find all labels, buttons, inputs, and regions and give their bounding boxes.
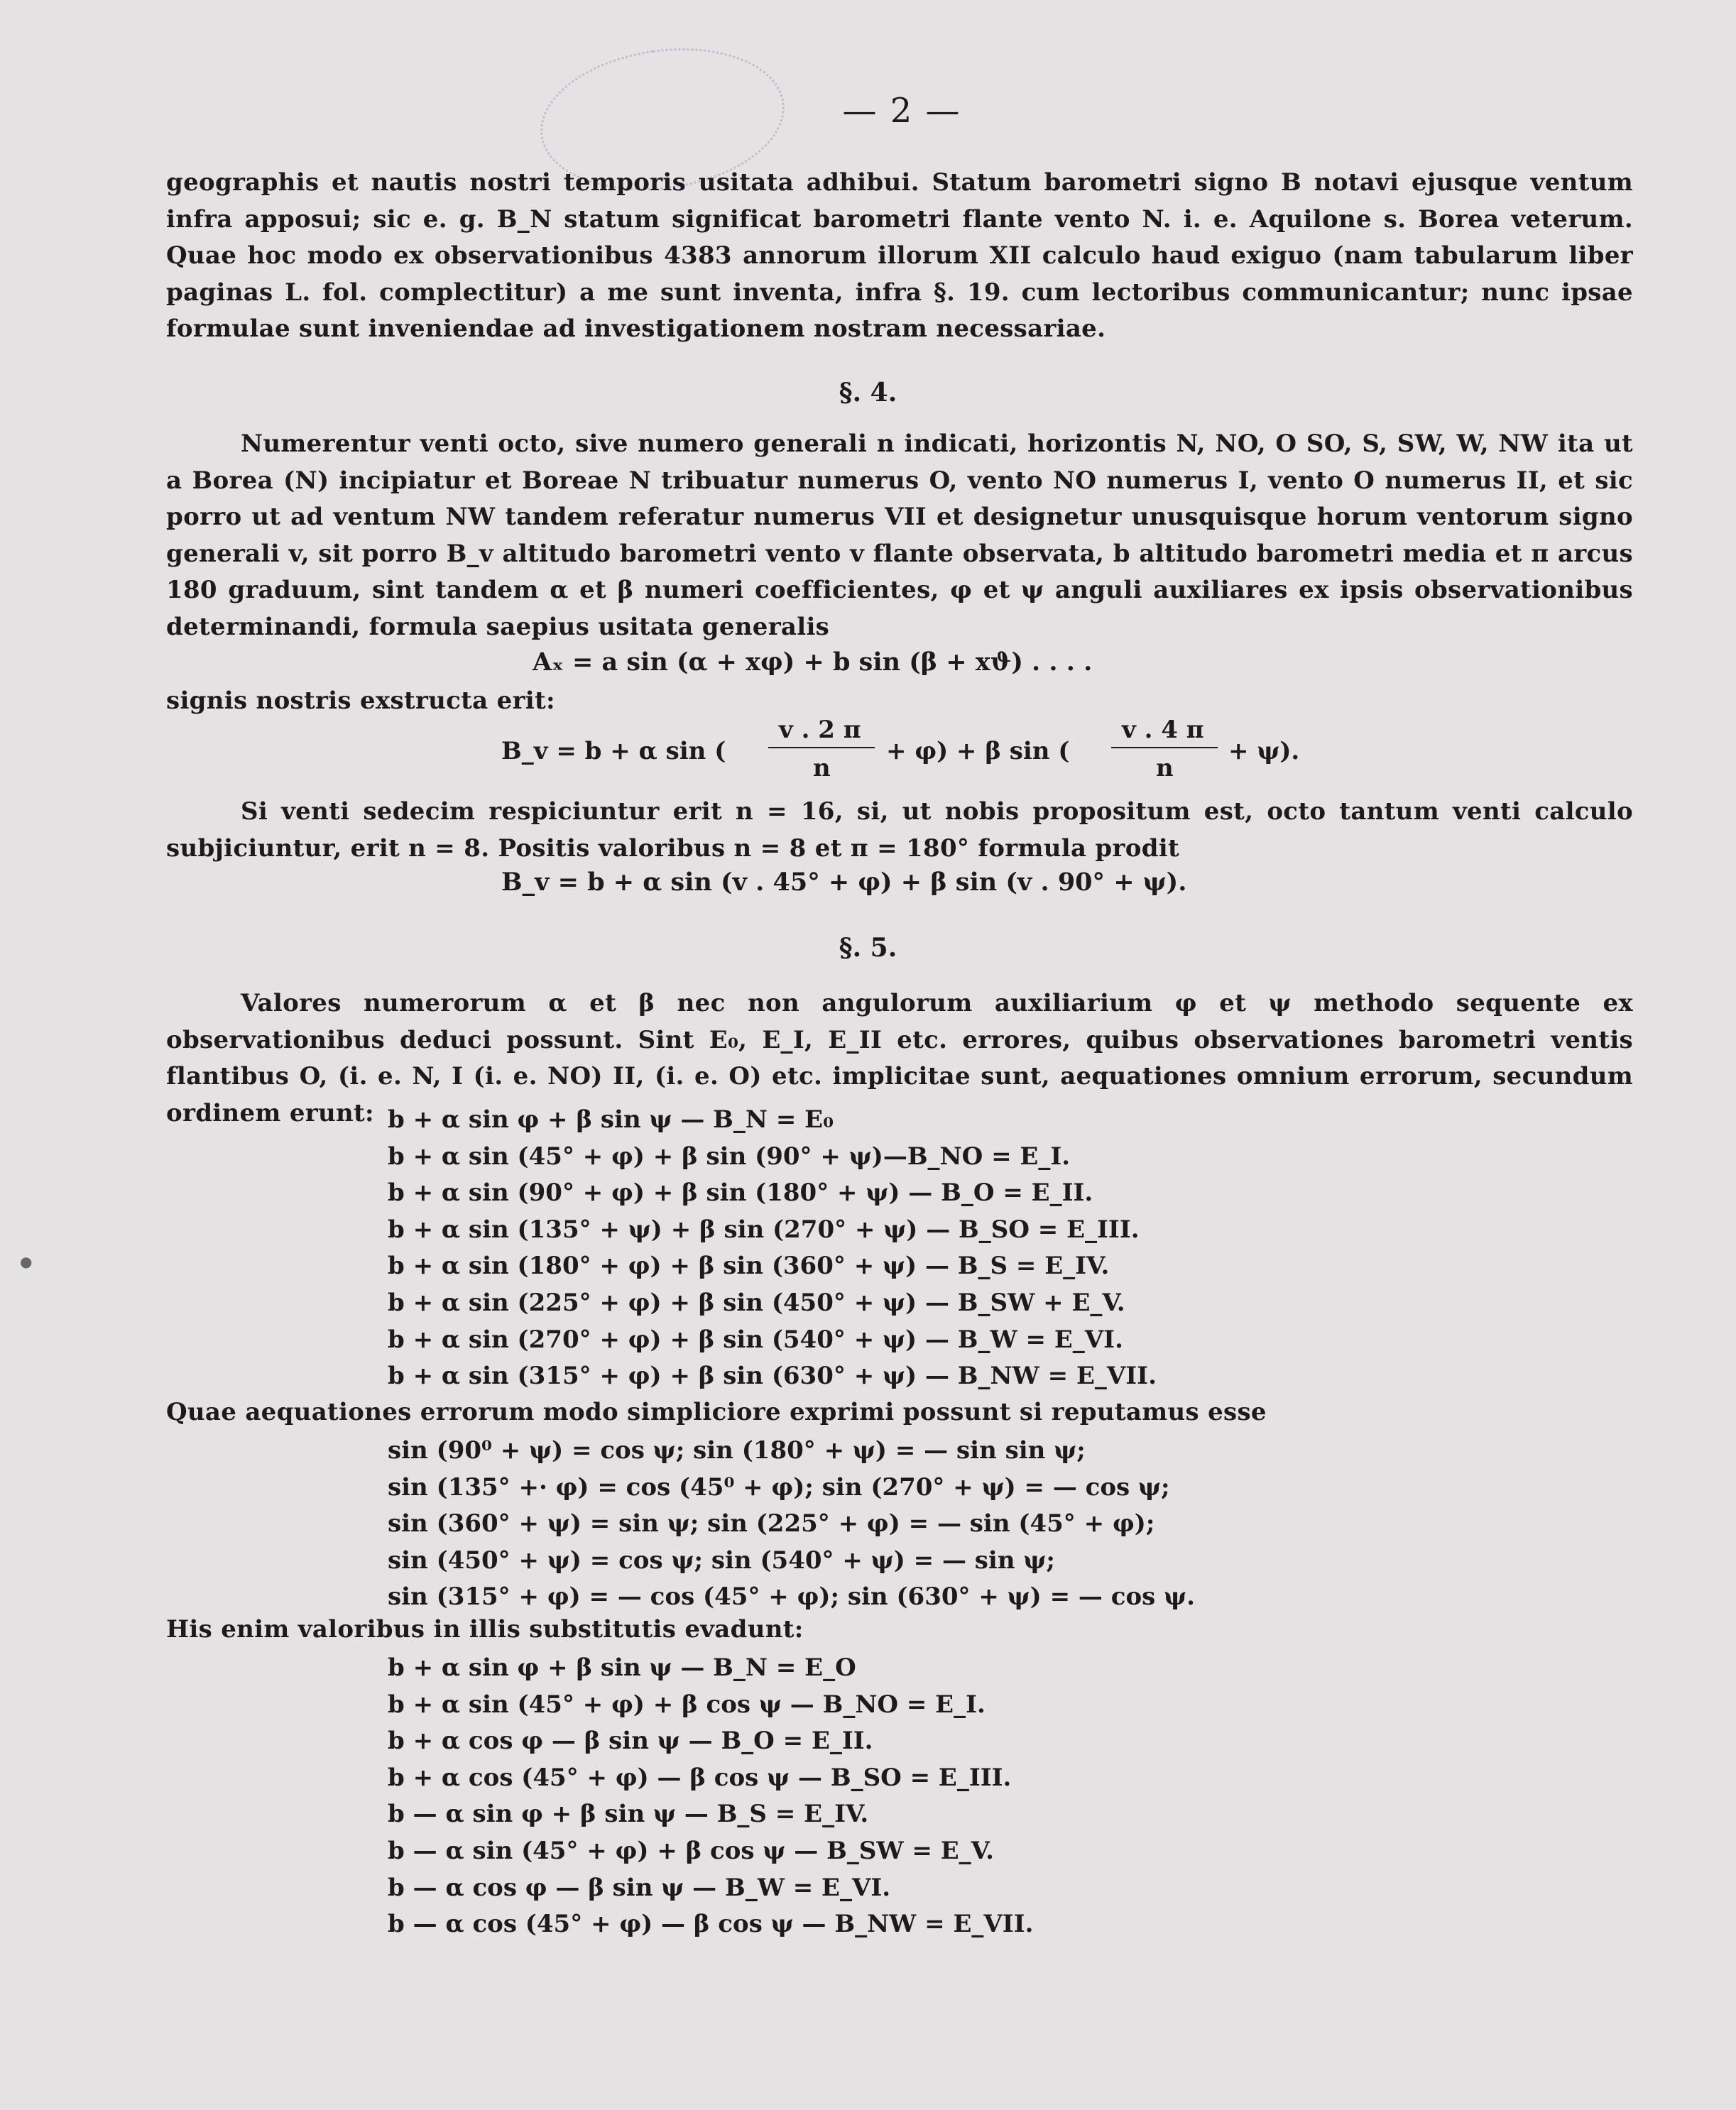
equation-final: b — α cos φ — β sin ψ — B_W = E_VI.	[388, 1873, 891, 1902]
formula-bv-left: B_v = b + α sin (	[501, 737, 726, 765]
formula-bv-right: + ψ).	[1228, 737, 1300, 765]
formula-bv-numerator-2: v . 4 π	[1122, 716, 1204, 744]
identity: sin (315° + φ) = — cos (45° + φ); sin (630° + ψ) = — cos ψ.	[388, 1582, 1195, 1612]
paragraph-sedecim: Si venti sedecim respiciuntur erit n = 16, si, ut nobis propositum est, octo tantum venti calculo subjiciuntur, erit n = 8. Positis valoribus n = 8 et π = 180° formula prodit	[166, 797, 1633, 863]
equation-error: b + α sin (270° + φ) + β sin (540° + ψ) — B_W = E_VI.	[388, 1325, 1123, 1354]
equations-errors	[388, 1102, 1157, 1395]
equation-error: b + α sin (135° + ψ) + β sin (270° + ψ) — B_SO = E_III.	[388, 1215, 1140, 1244]
paragraph-winds: Numerentur venti octo, sive numero generali n indicati, horizontis N, NO, O SO, S, SW, W, NW ita ut a Borea (N) incipiatur et Boreae N tribuatur numerus O, vento NO numerus I, vento O numerus II, et sic porro ut ad ventum NW tandem referatur numerus VII et designetur unusquisque horum ventorum signo generali v, sit porro B_v altitudo barometri vento v flante observata, b altitudo barometri media et π arcus 180 graduum, sint tandem α et β numeri coefficientes, φ et ψ anguli auxiliares ex ipsis observationibus determinandi, formula saepius usitata generalis	[166, 430, 1633, 641]
formula-bv-middle: + φ) + β sin (	[886, 737, 1070, 765]
equation-final: b + α sin φ + β sin ψ — B_N = E_O	[388, 1653, 856, 1682]
identity: sin (360° + ψ) = sin ψ; sin (225° + φ) = — sin (45° + φ);	[388, 1509, 1155, 1538]
section-heading-5: §. 5.	[839, 933, 897, 963]
formula-bv-denominator-1: n	[813, 754, 831, 782]
equation-final: b — α cos (45° + φ) — β cos ψ — B_NW = E_VII.	[388, 1910, 1034, 1939]
equation-error: b + α sin φ + β sin ψ — B_N = E₀	[388, 1105, 834, 1134]
equation-error: b + α sin (225° + φ) + β sin (450° + ψ) — B_SW + E_V.	[388, 1288, 1125, 1317]
equation-final: b — α sin φ + β sin ψ — B_S = E_IV.	[388, 1800, 869, 1829]
formula-bv-denominator-2: n	[1156, 754, 1174, 782]
equation-error: b + α sin (45° + φ) + β sin (90° + ψ)—B_NO = E_I.	[388, 1142, 1071, 1171]
paragraph-his: His enim valoribus in illis substitutis evadunt:	[166, 1615, 804, 1644]
formula-bv-numerator-1: v . 2 π	[779, 716, 861, 744]
equation-final: b + α cos (45° + φ) — β cos ψ — B_SO = E_III.	[388, 1763, 1012, 1792]
margin-dot: ●	[20, 1253, 33, 1270]
paragraph-quae: Quae aequationes errorum modo simpliciore exprimi possunt si reputamus esse	[166, 1398, 1267, 1426]
paragraph-signis: signis nostris exstructa erit:	[166, 687, 555, 715]
identity: sin (90⁰ + ψ) = cos ψ; sin (180° + ψ) = — sin sin ψ;	[388, 1436, 1086, 1465]
equation-final: b + α sin (45° + φ) + β cos ψ — B_NO = E_I.	[388, 1690, 986, 1719]
fraction-bar-2	[1111, 747, 1218, 748]
formula-general: Aₓ = a sin (α + xφ) + b sin (β + xϑ) . . . .	[533, 647, 1093, 677]
identities-list	[388, 1433, 1195, 1616]
paragraph-valores: Valores numerorum α et β nec non angulorum auxiliarium φ et ψ methodo sequente ex observationibus deduci possunt. Sint E₀, E_I, E_II etc. errores, quibus observationes barometri ventis flantibus O, (i. e. N, I (i. e. NO) II, (i. e. O) etc. implicitae sunt, aequationes omnium errorum, secundum ordinem erunt:	[166, 989, 1633, 1127]
page-number: — 2 —	[842, 91, 961, 131]
equation-error: b + α sin (90° + φ) + β sin (180° + ψ) — B_O = E_II.	[388, 1179, 1093, 1208]
identity: sin (135° +· φ) = cos (45⁰ + φ); sin (270° + ψ) = — cos ψ;	[388, 1472, 1170, 1502]
paragraph-intro: geographis et nautis nostri temporis usitata adhibui. Statum barometri signo B notavi ejusque ventum infra apposui; sic e. g. B_N statum significat barometri flante vento N. i. e. Aquilone s. Borea veterum. Quae hoc modo ex observationibus 4383 annorum illorum XII calculo haud exiguo (nam tabularum liber paginas L. fol. complectitur) a me sunt inventa, infra §. 19. cum lectoribus communicantur; nunc ipsae formulae sunt inveniendae ad investigationem nostram necessariae.	[166, 168, 1633, 343]
equations-final	[388, 1650, 1033, 1943]
identity: sin (450° + ψ) = cos ψ; sin (540° + ψ) = — sin ψ;	[388, 1546, 1055, 1575]
equation-final: b + α cos φ — β sin ψ — B_O = E_II.	[388, 1727, 873, 1756]
formula-bv-eight: B_v = b + α sin (v . 45° + φ) + β sin (v . 90° + ψ).	[501, 868, 1187, 897]
equation-final: b — α sin (45° + φ) + β cos ψ — B_SW = E_V.	[388, 1836, 994, 1865]
equation-error: b + α sin (315° + φ) + β sin (630° + ψ) — B_NW = E_VII.	[388, 1362, 1157, 1391]
fraction-bar-1	[768, 747, 875, 748]
section-heading-4: §. 4.	[839, 378, 897, 408]
equation-error: b + α sin (180° + φ) + β sin (360° + ψ) — B_S = E_IV.	[388, 1252, 1110, 1281]
